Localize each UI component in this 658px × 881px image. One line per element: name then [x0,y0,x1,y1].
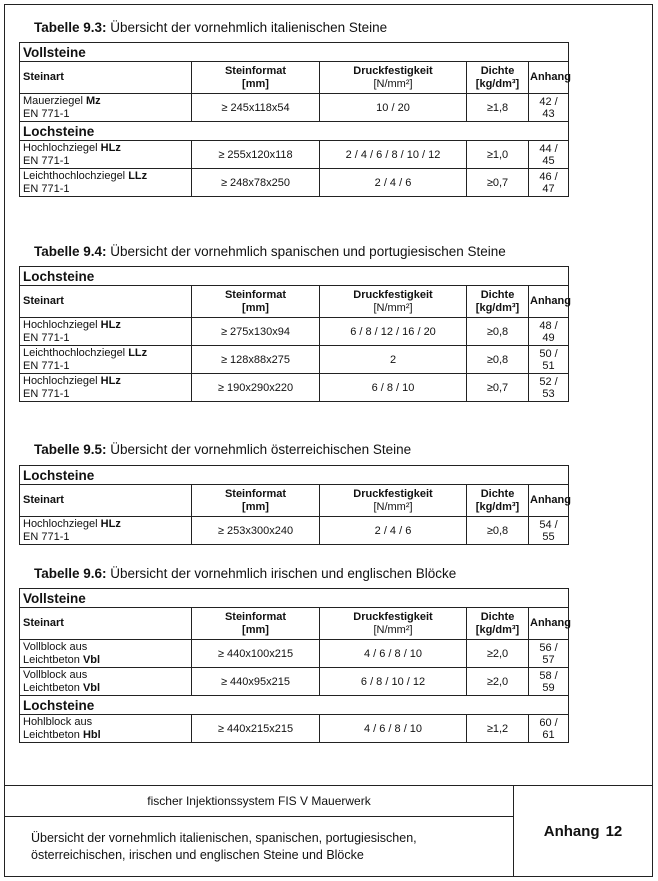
column-header-druck [320,62,467,94]
steinart-code: Mz [85,94,101,107]
steinart-code: HLz [100,517,121,530]
column-header-anhang [529,286,569,318]
header-label: Druckfestigkeit [353,610,433,623]
dichte-cell: ≥1,2 [467,715,529,743]
section-title: Lochsteine [20,122,569,141]
steinart-line-2 [23,729,188,742]
column-header-steinformat [192,286,320,318]
column-header-anhang [529,608,569,640]
steinart-cell [20,640,192,668]
steinart-line-2 [23,682,188,695]
column-header-anhang [529,485,569,517]
anhang-cell: 58 / 59 [529,668,569,696]
steinart-name: Hohlblock aus [23,715,93,728]
steinart-code: Hbl [82,728,101,741]
steinart-code: HLz [100,141,121,154]
section-title: Lochsteine [20,267,569,286]
steinart-line-2 [23,388,188,401]
steinart-name: Leichthochlochziegel [23,346,129,359]
steinart-line-1 [23,95,188,108]
table-row [20,94,569,122]
header-unit: [mm] [242,301,269,314]
header-label: Steinart [23,617,64,630]
steinart-name: Vollblock aus [23,640,88,653]
steinformat-cell: ≥ 275x130x94 [192,318,320,346]
table-row [20,517,569,545]
data-table [19,588,569,743]
footer-description [4,816,514,877]
table-row [20,169,569,197]
steinart-cell [20,318,192,346]
steinformat-cell: ≥ 248x78x250 [192,169,320,197]
footer-description-line-1: Übersicht der vornehmlich italienischen, spanischen, portugiesischen, [31,830,417,845]
table-caption [34,442,411,457]
steinart-name: Leichthochlochziegel [23,169,129,182]
section-row [20,589,569,608]
section-row [20,696,569,715]
header-label: Anhang [530,494,571,507]
steinformat-cell: ≥ 440x95x215 [192,668,320,696]
header-row [20,286,569,318]
header-label: Steinformat [224,487,287,500]
steinart-line-2 [23,360,188,373]
steinformat-cell: ≥ 440x100x215 [192,640,320,668]
header-label: Steinformat [224,610,287,623]
header-row [20,485,569,517]
annex-number: 12 [605,822,623,840]
section-title: Lochsteine [20,466,569,485]
column-header-steinart [20,608,192,640]
anhang-cell: 48 / 49 [529,318,569,346]
steinart-cell [20,94,192,122]
column-header-steinformat [192,485,320,517]
steinart-line-1 [23,170,188,183]
header-label: Dichte [480,610,515,623]
steinart-detail: Leichtbeton [23,728,83,741]
steinformat-cell: ≥ 128x88x275 [192,346,320,374]
header-label: Dichte [480,64,515,77]
header-unit: [mm] [242,77,269,90]
column-header-steinart [20,286,192,318]
section-row [20,466,569,485]
section-title: Vollsteine [20,589,569,608]
druckfestigkeit-cell: 2 [320,346,467,374]
header-label: Steinformat [224,288,287,301]
footer-description-line-2: österreichischen, irischen und englischen Steine und Blöcke [31,847,364,862]
dichte-cell: ≥0,7 [467,169,529,197]
steinformat-cell: ≥ 190x290x220 [192,374,320,402]
steinart-line-1 [23,319,188,332]
steinart-cell [20,715,192,743]
header-label: Anhang [530,617,571,630]
column-header-dichte [467,62,529,94]
header-label: Steinformat [224,64,287,77]
steinart-name: Vollblock aus [23,668,88,681]
steinformat-cell: ≥ 245x118x54 [192,94,320,122]
steinart-detail: EN 771-1 [23,530,70,543]
table-caption [34,244,506,259]
column-header-anhang [529,62,569,94]
anhang-cell: 54 / 55 [529,517,569,545]
header-label: Druckfestigkeit [353,288,433,301]
header-unit: [kg/dm³] [475,500,520,513]
steinart-code: LLz [128,346,148,359]
anhang-cell: 52 / 53 [529,374,569,402]
header-label: Steinart [23,295,64,308]
header-label: Dichte [480,487,515,500]
column-header-dichte [467,608,529,640]
dichte-cell: ≥2,0 [467,668,529,696]
header-unit: [kg/dm³] [475,77,520,90]
steinart-line-1 [23,347,188,360]
druckfestigkeit-cell: 6 / 8 / 10 / 12 [320,668,467,696]
header-unit: [N/mm²] [373,623,413,636]
steinart-line-2 [23,654,188,667]
section-row [20,267,569,286]
steinart-detail: EN 771-1 [23,107,70,120]
steinart-detail: EN 771-1 [23,154,70,167]
table-row [20,715,569,743]
table-row [20,346,569,374]
dichte-cell: ≥0,8 [467,517,529,545]
anhang-cell: 44 / 45 [529,141,569,169]
dichte-cell: ≥1,0 [467,141,529,169]
steinart-code: LLz [128,169,148,182]
section-title: Lochsteine [20,696,569,715]
table-title: Übersicht der vornehmlich spanischen und portugiesischen Steine [110,244,506,259]
header-unit: [N/mm²] [373,77,413,90]
steinart-line-1 [23,375,188,388]
steinart-cell [20,517,192,545]
table-row [20,668,569,696]
druckfestigkeit-cell: 10 / 20 [320,94,467,122]
table-caption [34,566,456,581]
druckfestigkeit-cell: 2 / 4 / 6 [320,169,467,197]
steinart-line-1 [23,716,188,729]
table-label: Tabelle 9.4: [34,244,107,259]
section-row [20,122,569,141]
steinart-name: Hochlochziegel [23,374,101,387]
steinart-cell [20,169,192,197]
druckfestigkeit-cell: 6 / 8 / 12 / 16 / 20 [320,318,467,346]
steinart-detail: EN 771-1 [23,331,70,344]
section-title: Vollsteine [20,43,569,62]
data-table [19,465,569,545]
steinformat-cell: ≥ 255x120x118 [192,141,320,169]
header-unit: [kg/dm³] [475,623,520,636]
footer [4,785,653,877]
dichte-cell: ≥0,8 [467,318,529,346]
column-header-dichte [467,485,529,517]
steinart-name: Hochlochziegel [23,517,101,530]
steinart-detail: EN 771-1 [23,387,70,400]
anhang-cell: 60 / 61 [529,715,569,743]
header-unit: [N/mm²] [373,500,413,513]
steinart-line-1 [23,641,188,654]
steinart-line-1 [23,518,188,531]
header-unit: [kg/dm³] [475,301,520,314]
steinart-line-2 [23,108,188,121]
druckfestigkeit-cell: 4 / 6 / 8 / 10 [320,640,467,668]
druckfestigkeit-cell: 4 / 6 / 8 / 10 [320,715,467,743]
header-label: Anhang [530,295,571,308]
steinart-line-1 [23,669,188,682]
column-header-druck [320,286,467,318]
steinart-detail: Leichtbeton [23,653,83,666]
section-row [20,43,569,62]
steinart-name: Hochlochziegel [23,141,101,154]
header-label: Steinart [23,494,64,507]
druckfestigkeit-cell: 6 / 8 / 10 [320,374,467,402]
anhang-cell: 50 / 51 [529,346,569,374]
table-title: Übersicht der vornehmlich irischen und englischen Blöcke [110,566,457,581]
steinart-cell [20,141,192,169]
header-row [20,62,569,94]
column-header-steinformat [192,608,320,640]
header-unit: [mm] [242,623,269,636]
data-table [19,42,569,197]
steinart-detail: EN 771-1 [23,182,70,195]
header-row [20,608,569,640]
steinart-name: Mauerziegel [23,94,86,107]
steinformat-cell: ≥ 440x215x215 [192,715,320,743]
table-caption [34,20,387,35]
steinart-cell [20,668,192,696]
table-row [20,318,569,346]
steinart-line-2 [23,183,188,196]
table-title: Übersicht der vornehmlich österreichischen Steine [110,442,412,457]
header-label: Druckfestigkeit [353,64,433,77]
druckfestigkeit-cell: 2 / 4 / 6 / 8 / 10 / 12 [320,141,467,169]
header-label: Anhang [530,71,571,84]
steinart-name: Hochlochziegel [23,318,101,331]
data-table [19,266,569,402]
anhang-cell: 42 / 43 [529,94,569,122]
footer-product: fischer Injektionssystem FIS V Mauerwerk [4,785,514,817]
table-row [20,640,569,668]
dichte-cell: ≥0,8 [467,346,529,374]
column-header-steinart [20,485,192,517]
column-header-steinart [20,62,192,94]
table-label: Tabelle 9.6: [34,566,107,581]
column-header-steinformat [192,62,320,94]
steinart-code: HLz [100,318,121,331]
table-label: Tabelle 9.5: [34,442,107,457]
table-title: Übersicht der vornehmlich italienischen Steine [110,20,388,35]
anhang-cell: 56 / 57 [529,640,569,668]
header-label: Dichte [480,288,515,301]
steinart-code: Vbl [82,681,101,694]
header-unit: [N/mm²] [373,301,413,314]
column-header-druck [320,608,467,640]
column-header-druck [320,485,467,517]
header-label: Druckfestigkeit [353,487,433,500]
header-label: Steinart [23,71,64,84]
annex-word: Anhang [543,822,600,840]
steinart-line-1 [23,142,188,155]
steinart-detail: EN 771-1 [23,359,70,372]
steinart-cell [20,346,192,374]
steinart-code: Vbl [82,653,101,666]
dichte-cell: ≥1,8 [467,94,529,122]
steinart-line-2 [23,531,188,544]
anhang-cell: 46 / 47 [529,169,569,197]
druckfestigkeit-cell: 2 / 4 / 6 [320,517,467,545]
steinart-line-2 [23,155,188,168]
header-unit: [mm] [242,500,269,513]
steinformat-cell: ≥ 253x300x240 [192,517,320,545]
column-header-dichte [467,286,529,318]
steinart-cell [20,374,192,402]
steinart-detail: Leichtbeton [23,681,83,694]
steinart-line-2 [23,332,188,345]
dichte-cell: ≥0,7 [467,374,529,402]
dichte-cell: ≥2,0 [467,640,529,668]
table-label: Tabelle 9.3: [34,20,107,35]
table-row [20,141,569,169]
table-row [20,374,569,402]
annex-label [513,785,653,877]
steinart-code: HLz [100,374,121,387]
